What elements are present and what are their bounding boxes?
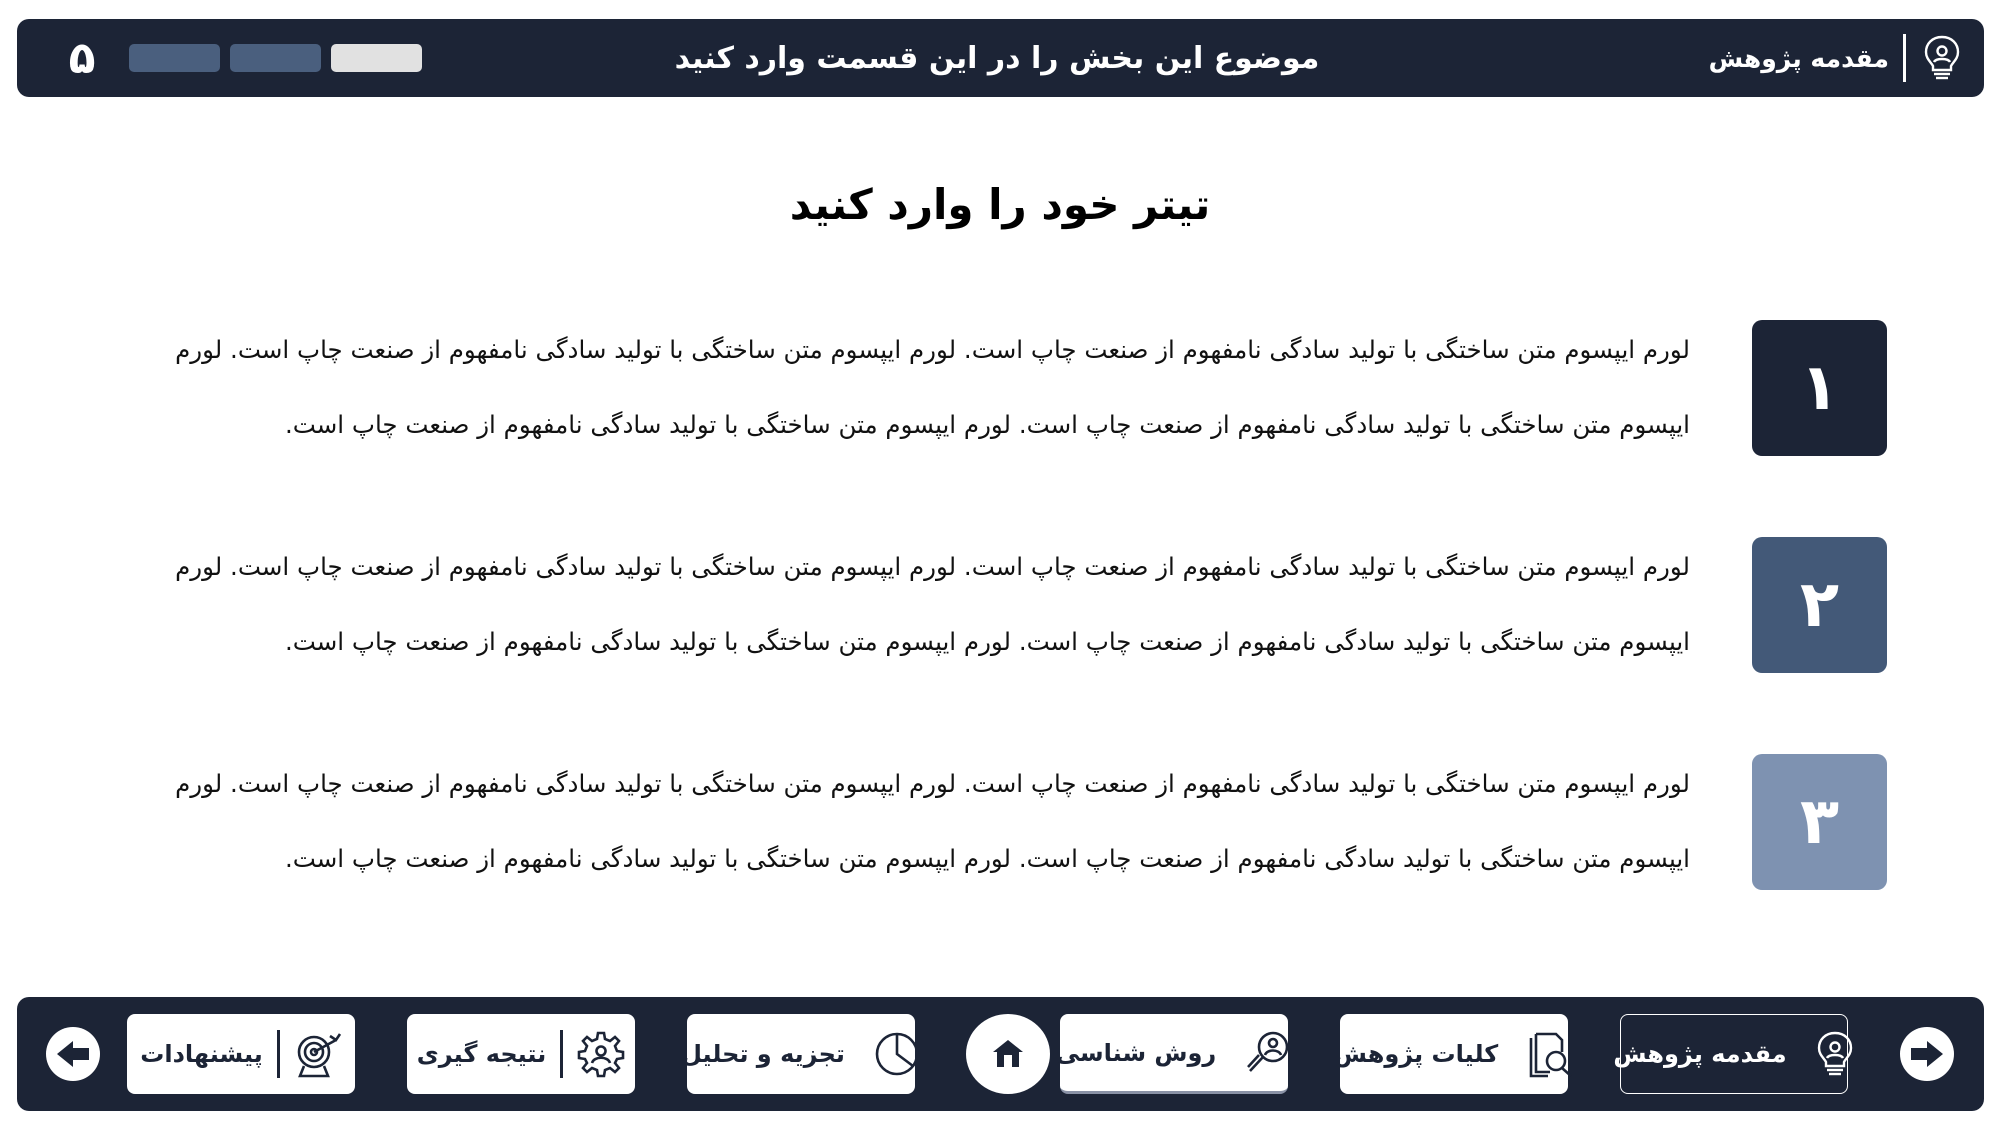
nav-divider [277, 1030, 280, 1078]
page-title: تیتر خود را وارد کنید [789, 180, 1211, 229]
item-number-box: ۱ [1752, 320, 1887, 456]
page-indicator [129, 44, 422, 72]
nav-item-overview[interactable] [1333, 1014, 1568, 1094]
item-number-box: ۳ [1752, 754, 1887, 890]
gear-person-icon [577, 1030, 625, 1078]
page-pill[interactable] [230, 44, 321, 72]
header-topic-text: موضوع این بخش را در این قسمت وارد کنید [674, 40, 1320, 76]
page-number: ۵ [68, 32, 96, 84]
item-text: لورم ایپسوم متن ساختگی با تولید سادگی نامفهوم از صنعت چاپ است. لورم ایپسوم متن ساختگی با تولید سادگی نامفهوم از صنعت چاپ است. لورم ایپسوم متن ساختگی با تولید سادگی نامفهوم از صنعت چاپ است. لورم ایپسوم متن ساختگی با تولید سادگی نامفهوم از صنعت چاپ است. [175, 769, 1690, 873]
document-search-icon [1526, 1030, 1574, 1078]
pie-chart-icon [873, 1030, 921, 1078]
arrow-left-icon [55, 1039, 91, 1069]
prev-button[interactable] [46, 1027, 100, 1081]
arrow-right-icon [1909, 1039, 1945, 1069]
header-section-label: مقدمه پژوهش [1708, 43, 1889, 73]
nav-item-introduction[interactable] [1613, 1014, 1848, 1094]
item-text: لورم ایپسوم متن ساختگی با تولید سادگی نامفهوم از صنعت چاپ است. لورم ایپسوم متن ساختگی با تولید سادگی نامفهوم از صنعت چاپ است. لورم ایپسوم متن ساختگی با تولید سادگی نامفهوم از صنعت چاپ است. لورم ایپسوم متن ساختگی با تولید سادگی نامفهوم از صنعت چاپ است. [175, 552, 1690, 656]
list-item [0, 537, 2000, 673]
item-text: لورم ایپسوم متن ساختگی با تولید سادگی نامفهوم از صنعت چاپ است. لورم ایپسوم متن ساختگی با تولید سادگی نامفهوم از صنعت چاپ است. لورم ایپسوم متن ساختگی با تولید سادگی نامفهوم از صنعت چاپ است. لورم ایپسوم متن ساختگی با تولید سادگی نامفهوم از صنعت چاپ است. [175, 335, 1690, 439]
bottom-navigation [17, 997, 1984, 1111]
nav-item-conclusion[interactable] [407, 1014, 635, 1094]
home-button[interactable] [966, 1014, 1050, 1094]
nav-divider [560, 1030, 563, 1078]
nav-item-label: تجزیه و تحلیل [681, 1040, 845, 1068]
home-icon [990, 1036, 1026, 1072]
nav-item-label: روش شناسی [1055, 1038, 1217, 1067]
nav-item-label: پیشنهادات [140, 1040, 263, 1068]
next-button[interactable] [1900, 1027, 1954, 1081]
list-item [0, 754, 2000, 890]
magnifier-person-icon [1244, 1029, 1292, 1077]
top-header [17, 19, 1984, 97]
nav-item-suggestions[interactable] [127, 1014, 355, 1094]
nav-item-label: کلیات پژوهش [1333, 1040, 1499, 1068]
target-icon [294, 1030, 342, 1078]
nav-item-label: مقدمه پژوهش [1613, 1040, 1787, 1068]
lightbulb-icon [1815, 1030, 1855, 1078]
nav-item-label: نتیجه گیری [416, 1040, 547, 1068]
page-pill[interactable] [331, 44, 422, 72]
list-item [0, 320, 2000, 456]
page-pill[interactable] [129, 44, 220, 72]
nav-item-analysis[interactable] [681, 1014, 915, 1094]
nav-item-methodology[interactable] [1055, 1014, 1288, 1094]
item-number-box: ۲ [1752, 537, 1887, 673]
